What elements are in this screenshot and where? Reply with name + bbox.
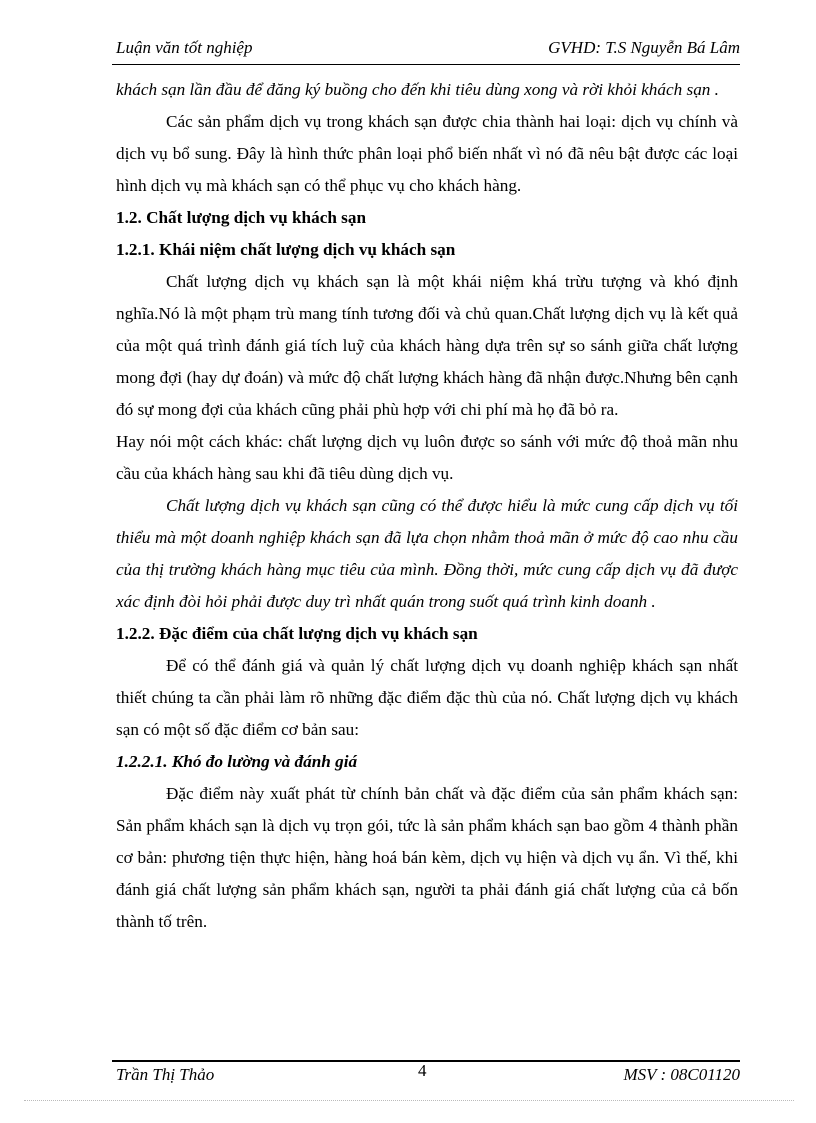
footer-author: Trần Thị Thảo <box>116 1065 215 1084</box>
paragraph-other-words: Hay nói một cách khác: chất lượng dịch vụ luôn được so sánh với mức độ thoả mãn nhu cầu của khách hàng sau khi đã tiêu dùng dịch vụ. <box>116 432 738 483</box>
heading-1-2-2: 1.2.2. Đặc điểm của chất lượng dịch vụ khách sạn <box>116 624 478 643</box>
paragraph-quality-definition: Chất lượng dịch vụ khách sạn cũng có thể được hiểu là mức cung cấp dịch vụ tối thiểu mà một doanh nghiệp khách sạn đã lựa chọn nhằm thoả mãn ở mức độ cao nhu cầu của thị trường khách hàng mục tiêu của mình. Đồng thời, mức cung cấp dịch vụ đã được xác định đòi hỏi phải được duy trì nhất quán trong suốt quá trình kinh doanh . <box>116 496 738 611</box>
paragraph-quality-concept: Chất lượng dịch vụ khách sạn là một khái niệm khá trừu tượng và khó định nghĩa.Nó là một phạm trù mang tính tương đối và chủ quan.Chất lượng dịch vụ là kết quả của một quá trình đánh giá tích luỹ của khách hàng dựa trên sự so sánh giữa chất lượng mong đợi (hay dự đoán) và mức độ chất lượng khách hàng đã nhận được.Nhưng bên cạnh đó sự mong đợi của khách cũng phải phù hợp với chi phí mà họ đã bỏ ra. <box>116 272 738 419</box>
page-bottom-dotted-line <box>24 1100 794 1101</box>
heading-1-2: 1.2. Chất lượng dịch vụ khách sạn <box>116 208 367 227</box>
header-supervisor: GVHD: T.S Nguyễn Bá Lâm <box>548 38 740 57</box>
paragraph-measurement: Đặc điểm này xuất phát từ chính bản chất và đặc điểm của sản phẩm khách sạn: Sản phẩm khách sạn là dịch vụ trọn gói, tức là sản phẩm khách sạn bao gồm 4 thành phần cơ bản: phương tiện thực hiện, hàng hoá bán kèm, dịch vụ hiện và dịch vụ ẩn. Vì thế, khi đánh giá chất lượng sản phẩm khách sạn, người ta phải đánh giá chất lượng của cả bốn thành tố trên. <box>116 784 738 931</box>
paragraph-characteristics-intro: Để có thể đánh giá và quản lý chất lượng dịch vụ doanh nghiệp khách sạn nhất thiết chúng ta cần phải làm rõ những đặc điểm đặc thù của nó. Chất lượng dịch vụ khách sạn có một số đặc điểm cơ bản sau: <box>116 656 738 739</box>
page-number: 4 <box>418 1061 427 1080</box>
paragraph-service-types: Các sản phẩm dịch vụ trong khách sạn được chia thành hai loại: dịch vụ chính và dịch vụ bổ sung. Đây là hình thức phân loại phổ biến nhất vì nó đã nêu bật được các loại hình dịch vụ mà khách sạn có thể phục vụ cho khách hàng. <box>116 112 738 195</box>
header-rule <box>112 64 740 65</box>
page-header <box>112 38 740 64</box>
heading-1-2-1: 1.2.1. Khái niệm chất lượng dịch vụ khách sạn <box>116 240 456 259</box>
page-footer <box>112 1063 740 1087</box>
page-body <box>116 74 738 938</box>
header-thesis-title: Luận văn tốt nghiệp <box>116 38 253 57</box>
heading-1-2-2-1: 1.2.2.1. Khó đo lường và đánh giá <box>116 752 358 771</box>
footer-student-id: MSV : 08C01120 <box>623 1065 740 1084</box>
paragraph-continued: khách sạn lần đầu để đăng ký buồng cho đến khi tiêu dùng xong và rời khỏi khách sạn . <box>116 80 719 99</box>
